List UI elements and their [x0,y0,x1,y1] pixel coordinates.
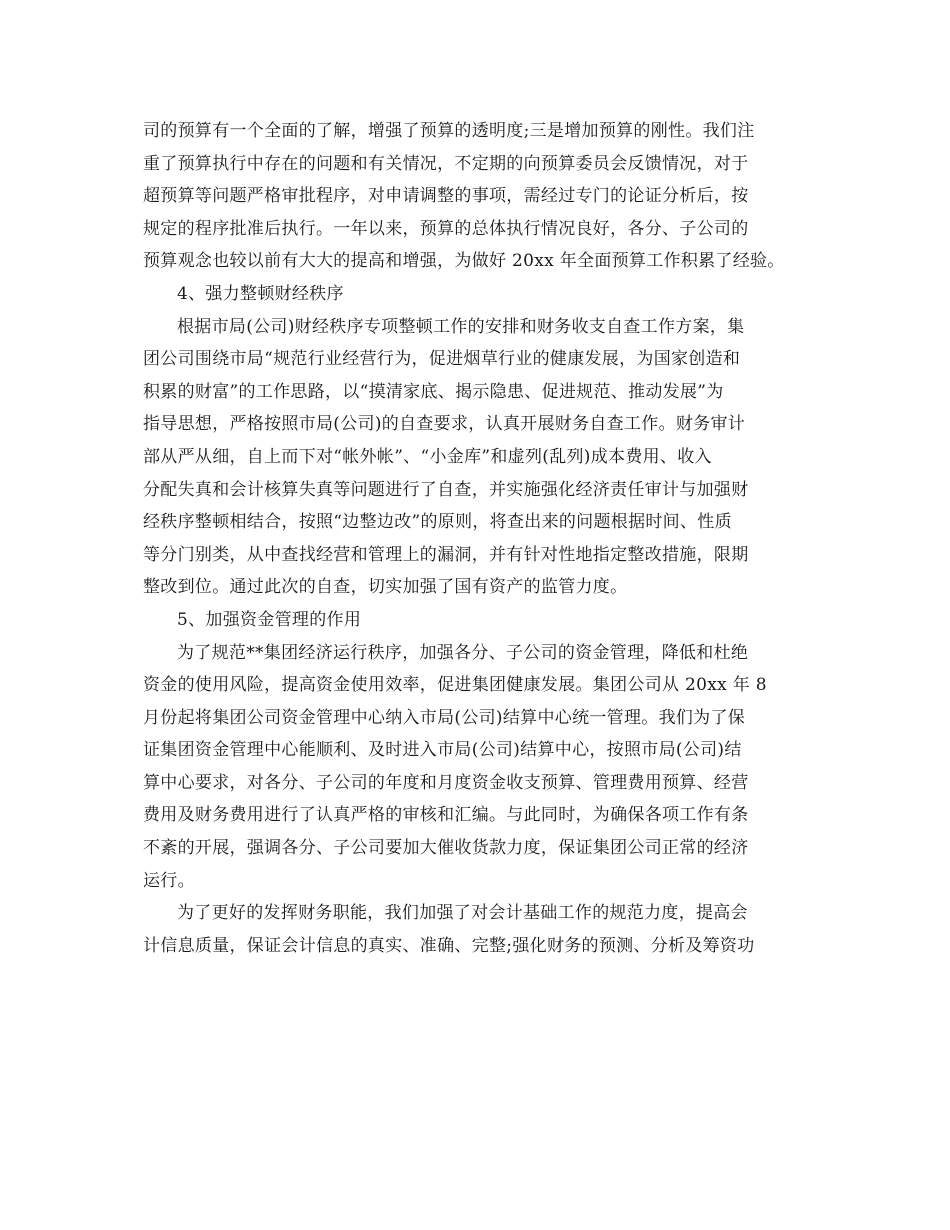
text-line: 费用及财务费用进行了认真严格的审核和汇编。与此同时，为确保各项工作有条 [143,805,749,826]
text-line: 重了预算执行中存在的问题和有关情况，不定期的向预算委员会反馈情况，对于 [143,153,749,174]
text-line: 指导思想，严格按照市局(公司)的自查要求，认真开展财务自查工作。财务审计 [143,414,746,435]
text-line: 团公司围绕市局“规范行业经营行为，促进烟草行业的健康发展，为国家创造和 [143,349,741,370]
text-line: 分配失真和会计核算失真等问题进行了自查，并实施强化经济责任审计与加强财 [143,479,749,500]
text-line: 司的预算有一个全面的了解，增强了预算的透明度;三是增加预算的刚性。我们注 [143,121,755,141]
text-line: 证集团资金管理中心能顺利、及时进入市局(公司)结算中心，按照市局(公司)结 [143,740,742,761]
text-line: 月份起将集团公司资金管理中心纳入市局(公司)结算中心统一管理。我们为了保 [143,707,746,728]
paragraph-start: 根据市局(公司)财经秩序专项整顿工作的安排和财务收支自查工作方案，集 [177,316,745,337]
text-line: 整改到位。通过此次的自查，切实加强了国有资产的监管力度。 [143,577,628,598]
text-line: 等分门别类，从中查找经营和管理上的漏洞，并有针对性地指定整改措施，限期 [143,544,749,565]
text-line: 规定的程序批准后执行。一年以来，预算的总体执行情况良好，各分、子公司的 [143,218,749,239]
text-line: 计信息质量，保证会计信息的真实、准确、完整;强化财务的预测、分析及筹资功 [143,935,755,956]
text-line: 超预算等问题严格审批程序，对申请调整的事项，需经过专门的论证分析后，按 [143,186,749,207]
text-line: 积累的财富”的工作思路，以“摸清家底、揭示隐患、促进规范、推动发展”为 [143,381,724,402]
text-line: 经秩序整顿相结合，按照“边整边改”的原则，将查出来的问题根据时间、性质 [143,512,732,533]
section-heading: 5、加强资金管理的作用 [177,609,362,630]
document-body [143,115,823,962]
section-heading: 4、强力整顿财经秩序 [177,283,344,304]
text-line: 资金的使用风险，提高资金使用效率，促进集团健康发展。集团公司从 20xx 年 8 [143,675,767,696]
paragraph-start: 为了更好的发挥财务职能，我们加强了对会计基础工作的规范力度，提高会 [177,903,748,924]
text-line: 部从严从细，自上而下对“帐外帐”、“小金库”和虚列(乱列)成本费用、收入 [143,446,712,467]
text-line: 运行。 [143,870,195,891]
paragraph-start: 为了规范**集团经济运行秩序，加强各分、子公司的资金管理，降低和杜绝 [177,642,749,663]
text-line: 预算观念也较以前有大大的提高和增强，为做好 20xx 年全面预算工作积累了经验。 [143,251,785,272]
text-line: 不紊的开展，强调各分、子公司要加大催收货款力度，保证集团公司正常的经济 [143,838,749,859]
text-line: 算中心要求，对各分、子公司的年度和月度资金收支预算、管理费用预算、经营 [143,772,749,793]
